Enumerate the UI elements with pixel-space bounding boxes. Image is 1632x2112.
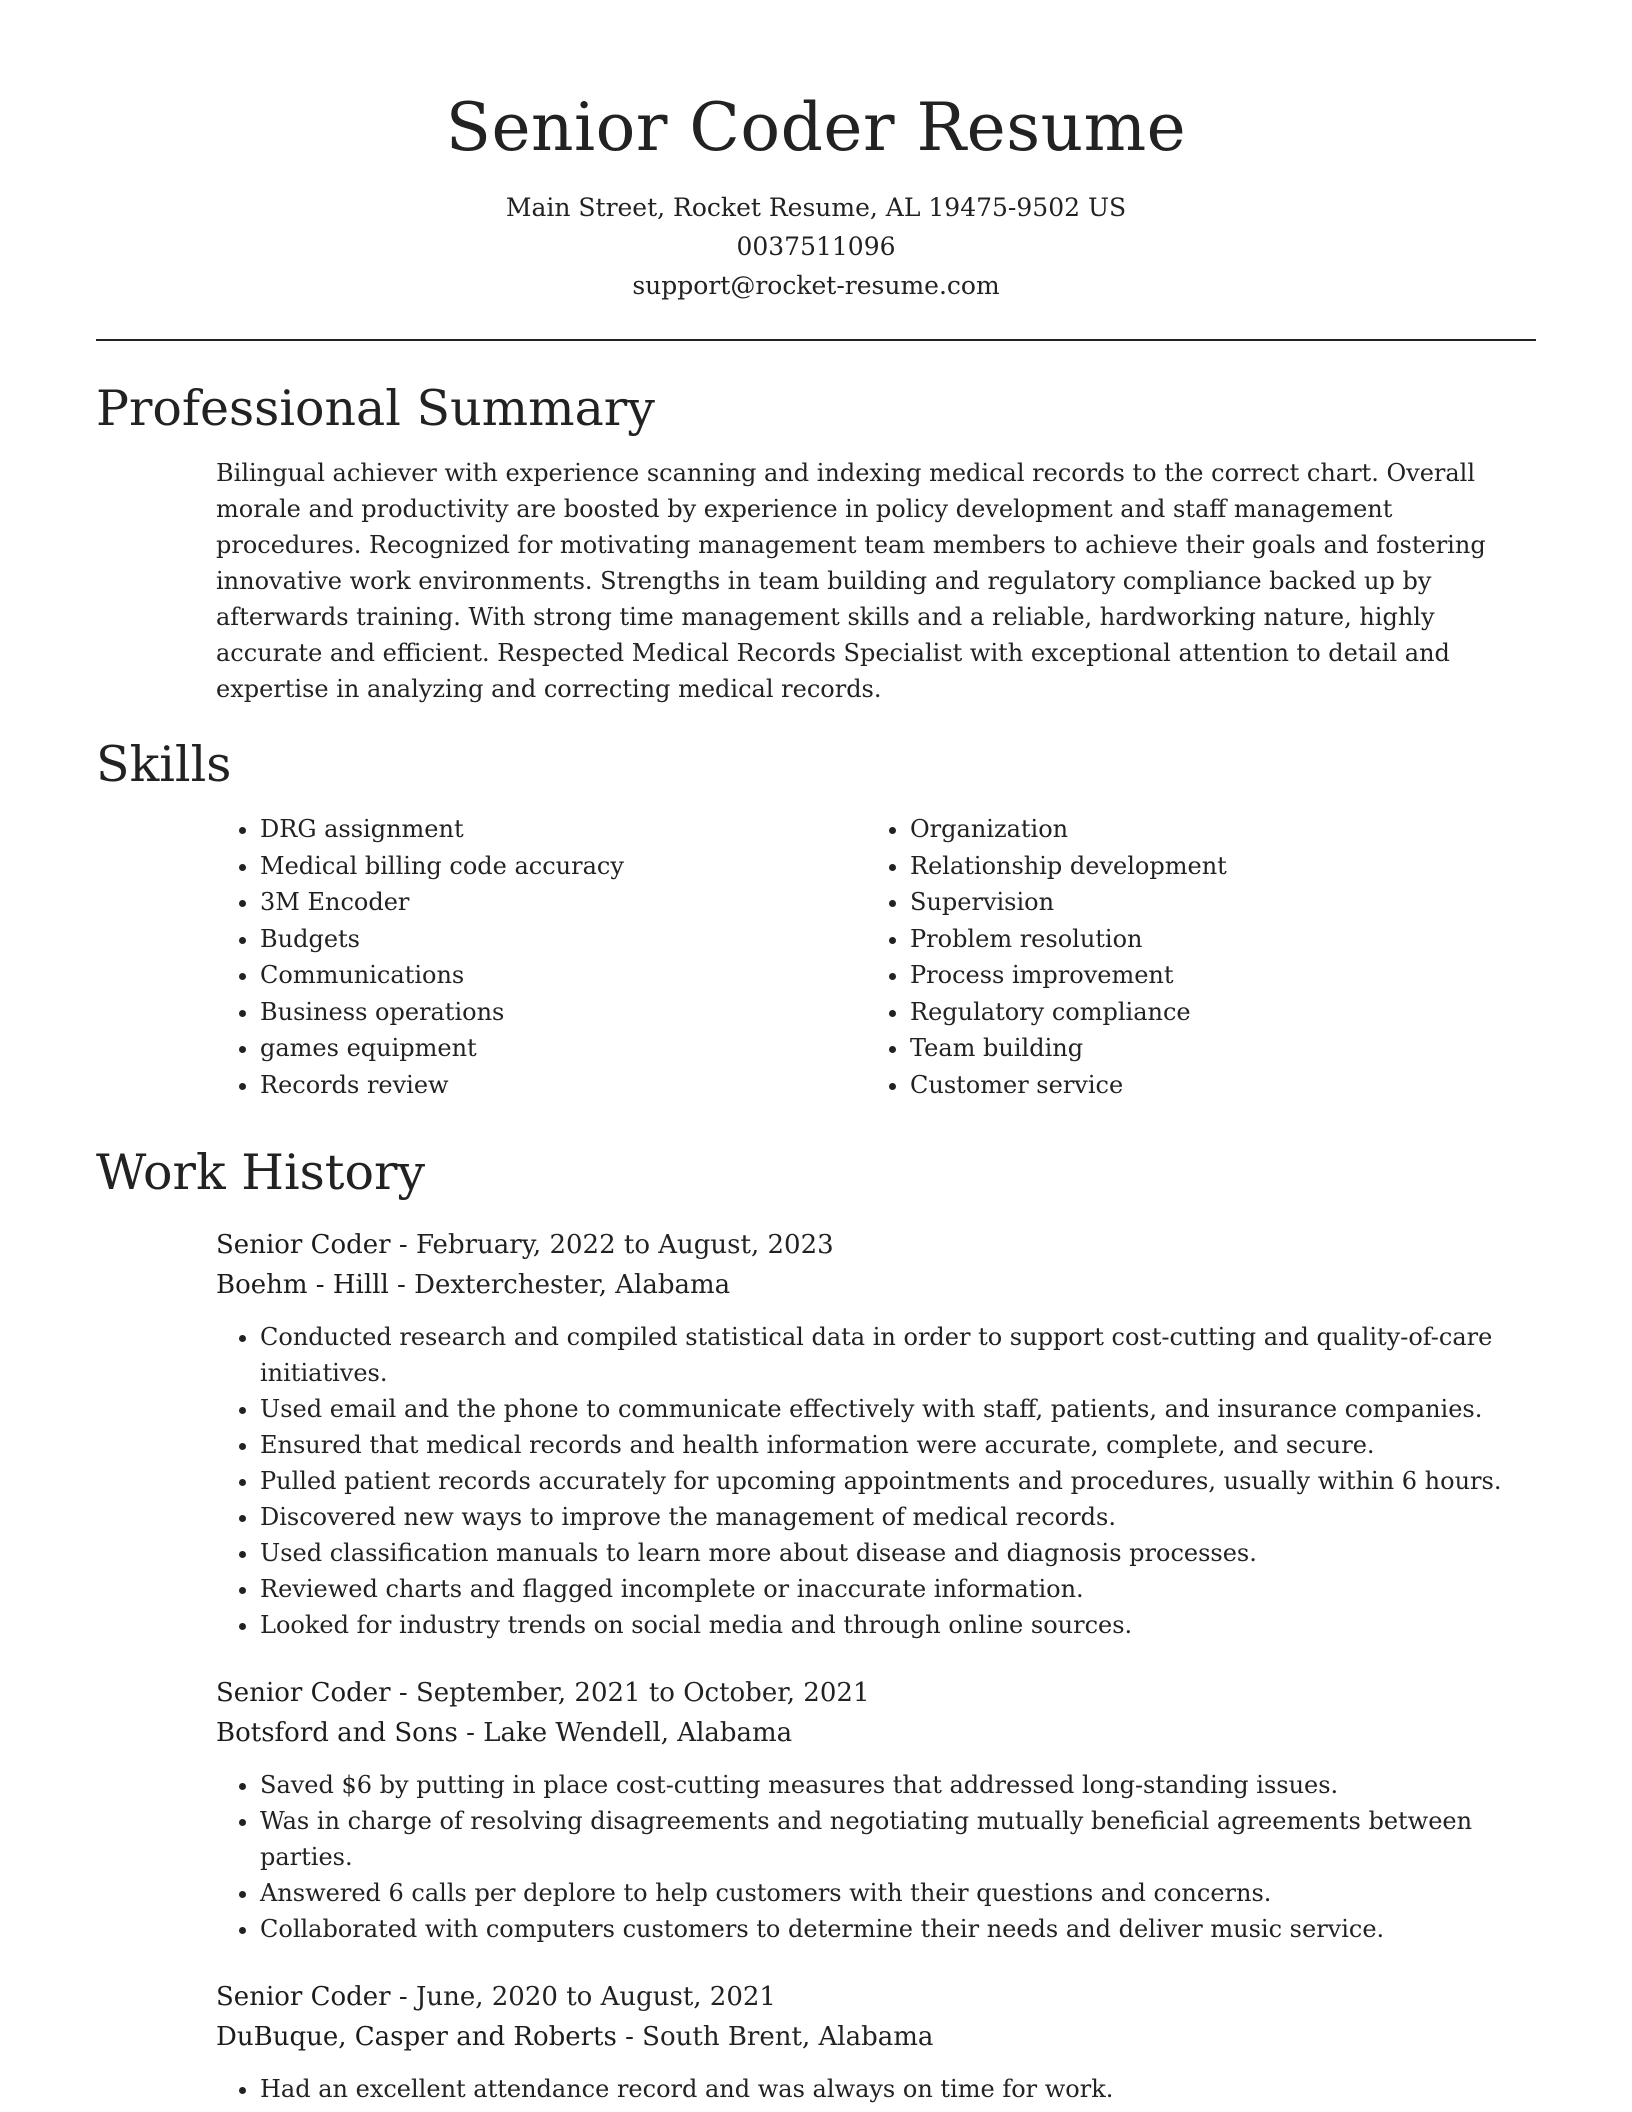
job-title-line <box>216 1225 1536 1265</box>
skills-column-left <box>216 811 866 1103</box>
job-entry <box>216 1977 1536 2107</box>
header-divider <box>96 339 1536 341</box>
skill-item: • Budgets <box>260 921 866 958</box>
job-bullet: • Used email and the phone to communicate effectively with staff, patients, and insurance companies. <box>260 1391 1536 1427</box>
skill-item: • Business operations <box>260 994 866 1031</box>
job-company: Boehm - Hilll <box>216 1270 389 1300</box>
job-entry <box>216 1673 1536 1947</box>
job-bullets <box>216 2071 1536 2107</box>
job-title: Senior Coder <box>216 1230 391 1260</box>
job-bullet: • Pulled patient records accurately for upcoming appointments and procedures, usually within 6 hours. <box>260 1463 1536 1499</box>
skill-item: • 3M Encoder <box>260 884 866 921</box>
skill-item: • Supervision <box>910 884 1516 921</box>
summary-text: Bilingual achiever with experience scanning and indexing medical records to the correct chart. Overall morale and productivity are boosted by experience in policy development and staff management procedures. Recognized for motivating management team members to achieve their goals and fostering innovative work environments. Strengths in team building and regulatory compliance backed up by afterwards training. With strong time management skills and a reliable, hardworking nature, highly accurate and efficient. Respected Medical Records Specialist with exceptional attention to detail and expertise in analyzing and correcting medical records. <box>216 459 1486 703</box>
skill-item: • Process improvement <box>910 957 1516 994</box>
job-company-line <box>216 1713 1536 1753</box>
job-bullet: • Used classification manuals to learn more about disease and diagnosis processes. <box>260 1535 1536 1571</box>
work-history-heading: Work History <box>96 1144 426 1201</box>
skills-column-right <box>866 811 1516 1103</box>
job-bullet: • Discovered new ways to improve the management of medical records. <box>260 1499 1536 1535</box>
job-title-line <box>216 1673 1536 1713</box>
skill-item: • Regulatory compliance <box>910 994 1516 1031</box>
job-company: DuBuque, Casper and Roberts <box>216 2022 617 2052</box>
skill-item: • Problem resolution <box>910 921 1516 958</box>
job-bullet: • Looked for industry trends on social media and through online sources. <box>260 1607 1536 1643</box>
job-bullet: • Reviewed charts and flagged incomplete or inaccurate information. <box>260 1571 1536 1607</box>
job-location: - South Brent, Alabama <box>616 2022 934 2052</box>
contact-phone: 0037511096 <box>736 232 896 261</box>
resume-title: Senior Coder Resume <box>445 89 1187 166</box>
job-bullet: • Was in charge of resolving disagreements and negotiating mutually beneficial agreements between parties. <box>260 1803 1536 1875</box>
job-bullets <box>216 1767 1536 1947</box>
contact-block <box>96 188 1536 305</box>
job-dates: - February, 2022 to August, 2023 <box>390 1230 834 1260</box>
skill-item: • Relationship development <box>910 848 1516 885</box>
resume-page <box>96 0 1536 2112</box>
job-location: - Lake Wendell, Alabama <box>457 1718 793 1748</box>
resume-header <box>96 0 1536 305</box>
job-title-line <box>216 1977 1536 2017</box>
skills-list <box>216 811 1536 1103</box>
contact-email: support@rocket-resume.com <box>632 271 1000 300</box>
skills-heading: Skills <box>96 736 232 793</box>
job-bullets <box>216 1319 1536 1643</box>
job-bullet: • Ensured that medical records and health information were accurate, complete, and secure. <box>260 1427 1536 1463</box>
skill-item: • Organization <box>910 811 1516 848</box>
job-bullet: • Had an excellent attendance record and was always on time for work. <box>260 2071 1536 2107</box>
summary-heading: Professional Summary <box>96 380 655 437</box>
job-dates: - June, 2020 to August, 2021 <box>390 1982 776 2012</box>
job-title: Senior Coder <box>216 1678 391 1708</box>
job-dates: - September, 2021 to October, 2021 <box>390 1678 870 1708</box>
job-bullet: • Saved $6 by putting in place cost-cutting measures that addressed long-standing issues. <box>260 1767 1536 1803</box>
job-location: - Dexterchester, Alabama <box>388 1270 731 1300</box>
skill-item: • Records review <box>260 1067 866 1104</box>
job-company-line <box>216 1265 1536 1305</box>
skill-item: • games equipment <box>260 1030 866 1067</box>
contact-address: Main Street, Rocket Resume, AL 19475-9502 US <box>505 193 1127 222</box>
job-entry <box>216 1225 1536 1643</box>
job-bullet: • Conducted research and compiled statistical data in order to support cost-cutting and quality-of-care initiatives. <box>260 1319 1536 1391</box>
job-bullet: • Collaborated with computers customers to determine their needs and deliver music service. <box>260 1911 1536 1947</box>
skill-item: • Customer service <box>910 1067 1516 1104</box>
job-company-line <box>216 2017 1536 2057</box>
skill-item: • Communications <box>260 957 866 994</box>
skill-item: • Team building <box>910 1030 1516 1067</box>
job-bullet: • Answered 6 calls per deplore to help customers with their questions and concerns. <box>260 1875 1536 1911</box>
skill-item: • Medical billing code accuracy <box>260 848 866 885</box>
skill-item: • DRG assignment <box>260 811 866 848</box>
job-company: Botsford and Sons <box>216 1718 458 1748</box>
job-title: Senior Coder <box>216 1982 391 2012</box>
